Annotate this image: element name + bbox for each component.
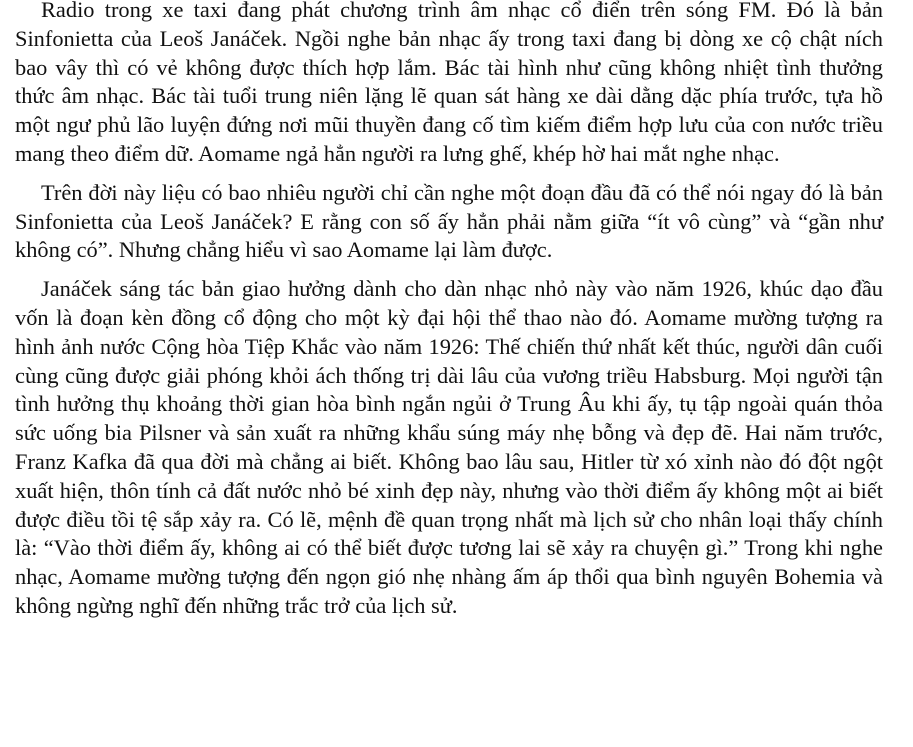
paragraph-1: Radio trong xe taxi đang phát chương trình âm nhạc cổ điển trên sóng FM. Đó là bản Sinfonietta của Leoš Janáček. Ngồi nghe bản nhạc ấy trong taxi đang bị dòng xe cộ chật ních bao vây thì có vẻ không được thích hợp lắm. Bác tài hình như cũng không nhiệt tình thưởng thức âm nhạc. Bác tài tuổi trung niên lặng lẽ quan sát hàng xe dài dằng dặc phía trước, tựa hồ một ngư phủ lão luyện đứng nơi mũi thuyền đang cố tìm kiếm điểm hợp lưu của con nước triều mang theo điểm dữ. Aomame ngả hẳn người ra lưng ghế, khép hờ hai mắt nghe nhạc. xyxy=(15,0,883,166)
document-page xyxy=(15,0,883,631)
paragraph-2: Trên đời này liệu có bao nhiêu người chỉ cần nghe một đoạn đầu đã có thể nói ngay đó là bản Sinfonietta của Leoš Janáček? E rằng con số ấy hẳn phải nằm giữa “ít vô cùng” và “gần như không có”. Nhưng chẳng hiểu vì sao Aomame lại làm được. xyxy=(15,179,883,263)
paragraph-3: Janáček sáng tác bản giao hưởng dành cho dàn nhạc nhỏ này vào năm 1926, khúc dạo đầu vốn là đoạn kèn đồng cổ động cho một kỳ đại hội thể thao nào đó. Aomame mường tượng ra hình ảnh nước Cộng hòa Tiệp Khắc vào năm 1926: Thế chiến thứ nhất kết thúc, người dân cuối cùng cũng được giải phóng khỏi ách thống trị dài lâu của vương triều Habsburg. Mọi người tận tình hưởng thụ khoảng thời gian hòa bình ngắn ngủi ở Trung Âu khi ấy, tụ tập ngoài quán thỏa sức uống bia Pilsner và sản xuất ra những khẩu súng máy nhẹ bỗng và đẹp đẽ. Hai năm trước, Franz Kafka đã qua đời mà chẳng ai biết. Không bao lâu sau, Hitler từ xó xỉnh nào đó đột ngột xuất hiện, thôn tính cả đất nước nhỏ bé xinh đẹp này, nhưng vào thời điểm ấy không một ai biết được điều tồi tệ sắp xảy ra. Có lẽ, mệnh đề quan trọng nhất mà lịch sử cho nhân loại thấy chính là: “Vào thời điểm ấy, không ai có thể biết được tương lai sẽ xảy ra chuyện gì.” Trong khi nghe nhạc, Aomame mường tượng đến ngọn gió nhẹ nhàng ấm áp thổi qua bình nguyên Bohemia và không ngừng nghĩ đến những trắc trở của lịch sử. xyxy=(15,276,883,618)
